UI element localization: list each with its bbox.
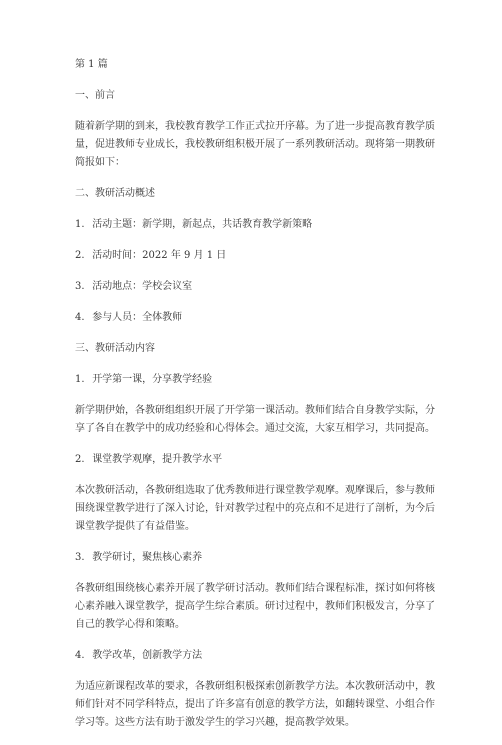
item-number: 4. — [75, 312, 85, 323]
content-paragraph — [75, 678, 435, 732]
item-number: 3. — [75, 552, 85, 563]
content-subheading — [75, 371, 431, 389]
preface-paragraph — [75, 118, 435, 172]
subheading-text: 课堂教学观摩，提升教学水平 — [92, 454, 223, 465]
subheading-text: 教学改革，创新教学方法 — [92, 650, 203, 661]
paragraph-line: 自己的教学心得和策略。 — [75, 619, 185, 630]
item-text: 参与人员：全体教师 — [92, 312, 183, 323]
paragraph-line: 心素养融入课堂教学，提高学生综合素质。研讨过程中，教师们积极发言，分享了 — [75, 601, 435, 612]
preface-line: 随着新学期的到来，我校教育教学工作正式拉开序幕。为了进一步提高教育教学质 — [75, 121, 435, 132]
document-page — [75, 56, 435, 745]
overview-item — [75, 309, 431, 327]
paragraph-line: 围绕课堂教学进行了深入讨论，针对教学过程中的亮点和不足进行了剖析，为今后 — [75, 503, 435, 514]
paragraph-line: 本次教研活动，各教研组选取了优秀教师进行课堂教学观摩。观摩课后，参与教师 — [75, 485, 435, 496]
item-number: 2. — [75, 250, 85, 261]
overview-item — [75, 278, 431, 296]
item-text: 活动时间：2022 年 9 月 1 日 — [92, 250, 227, 261]
paragraph-line: 新学期伊始，各教研组组织开展了开学第一课活动。教师们结合自身教学实际，分 — [75, 405, 435, 416]
preface-line: 量，促进教师专业成长，我校教研组积极开展了一系列教研活动。现将第一期教研 — [75, 139, 435, 150]
section-title: 第 1 篇 — [75, 59, 108, 70]
subheading-text: 开学第一课，分享教学经验 — [92, 374, 213, 385]
item-number: 3. — [75, 281, 85, 292]
content-subheading — [75, 451, 431, 469]
item-text: 活动地点：学校会议室 — [92, 281, 193, 292]
paragraph-line: 各教研组围绕核心素养开展了教学研讨活动。教师们结合课程标准，探讨如何将核 — [75, 583, 435, 594]
content-paragraph — [75, 402, 435, 438]
subheading-text: 教学研讨，聚焦核心素养 — [92, 552, 203, 563]
item-number: 4. — [75, 650, 85, 661]
content-subheading — [75, 549, 431, 567]
content-subheading — [75, 647, 431, 665]
content-paragraph — [75, 482, 435, 536]
heading-overview: 二、教研活动概述 — [75, 188, 155, 199]
content-paragraph — [75, 580, 435, 634]
paragraph-line: 为适应新课程改革的要求，各教研组积极探索创新教学方法。本次教研活动中，教 — [75, 681, 435, 692]
item-number: 1. — [75, 374, 85, 385]
paragraph-line: 学习等。这些方法有助于激发学生的学习兴趣，提高教学效果。 — [75, 717, 355, 728]
preface-line: 简报如下： — [75, 157, 125, 168]
heading-content: 三、教研活动内容 — [75, 343, 155, 354]
overview-item — [75, 247, 431, 265]
item-number: 2. — [75, 454, 85, 465]
paragraph-line: 师们针对不同学科特点，提出了许多富有创意的教学方法，如翻转课堂、小组合作 — [75, 699, 435, 710]
item-text: 活动主题：新学期，新起点，共话教育教学新策略 — [92, 219, 313, 230]
heading-preface: 一、前言 — [75, 90, 115, 101]
overview-item — [75, 216, 431, 234]
paragraph-line: 课堂教学提供了有益借鉴。 — [75, 521, 195, 532]
paragraph-line: 享了各自在教学中的成功经验和心得体会。通过交流，大家互相学习，共同提高。 — [75, 423, 435, 434]
item-number: 1. — [75, 219, 85, 230]
